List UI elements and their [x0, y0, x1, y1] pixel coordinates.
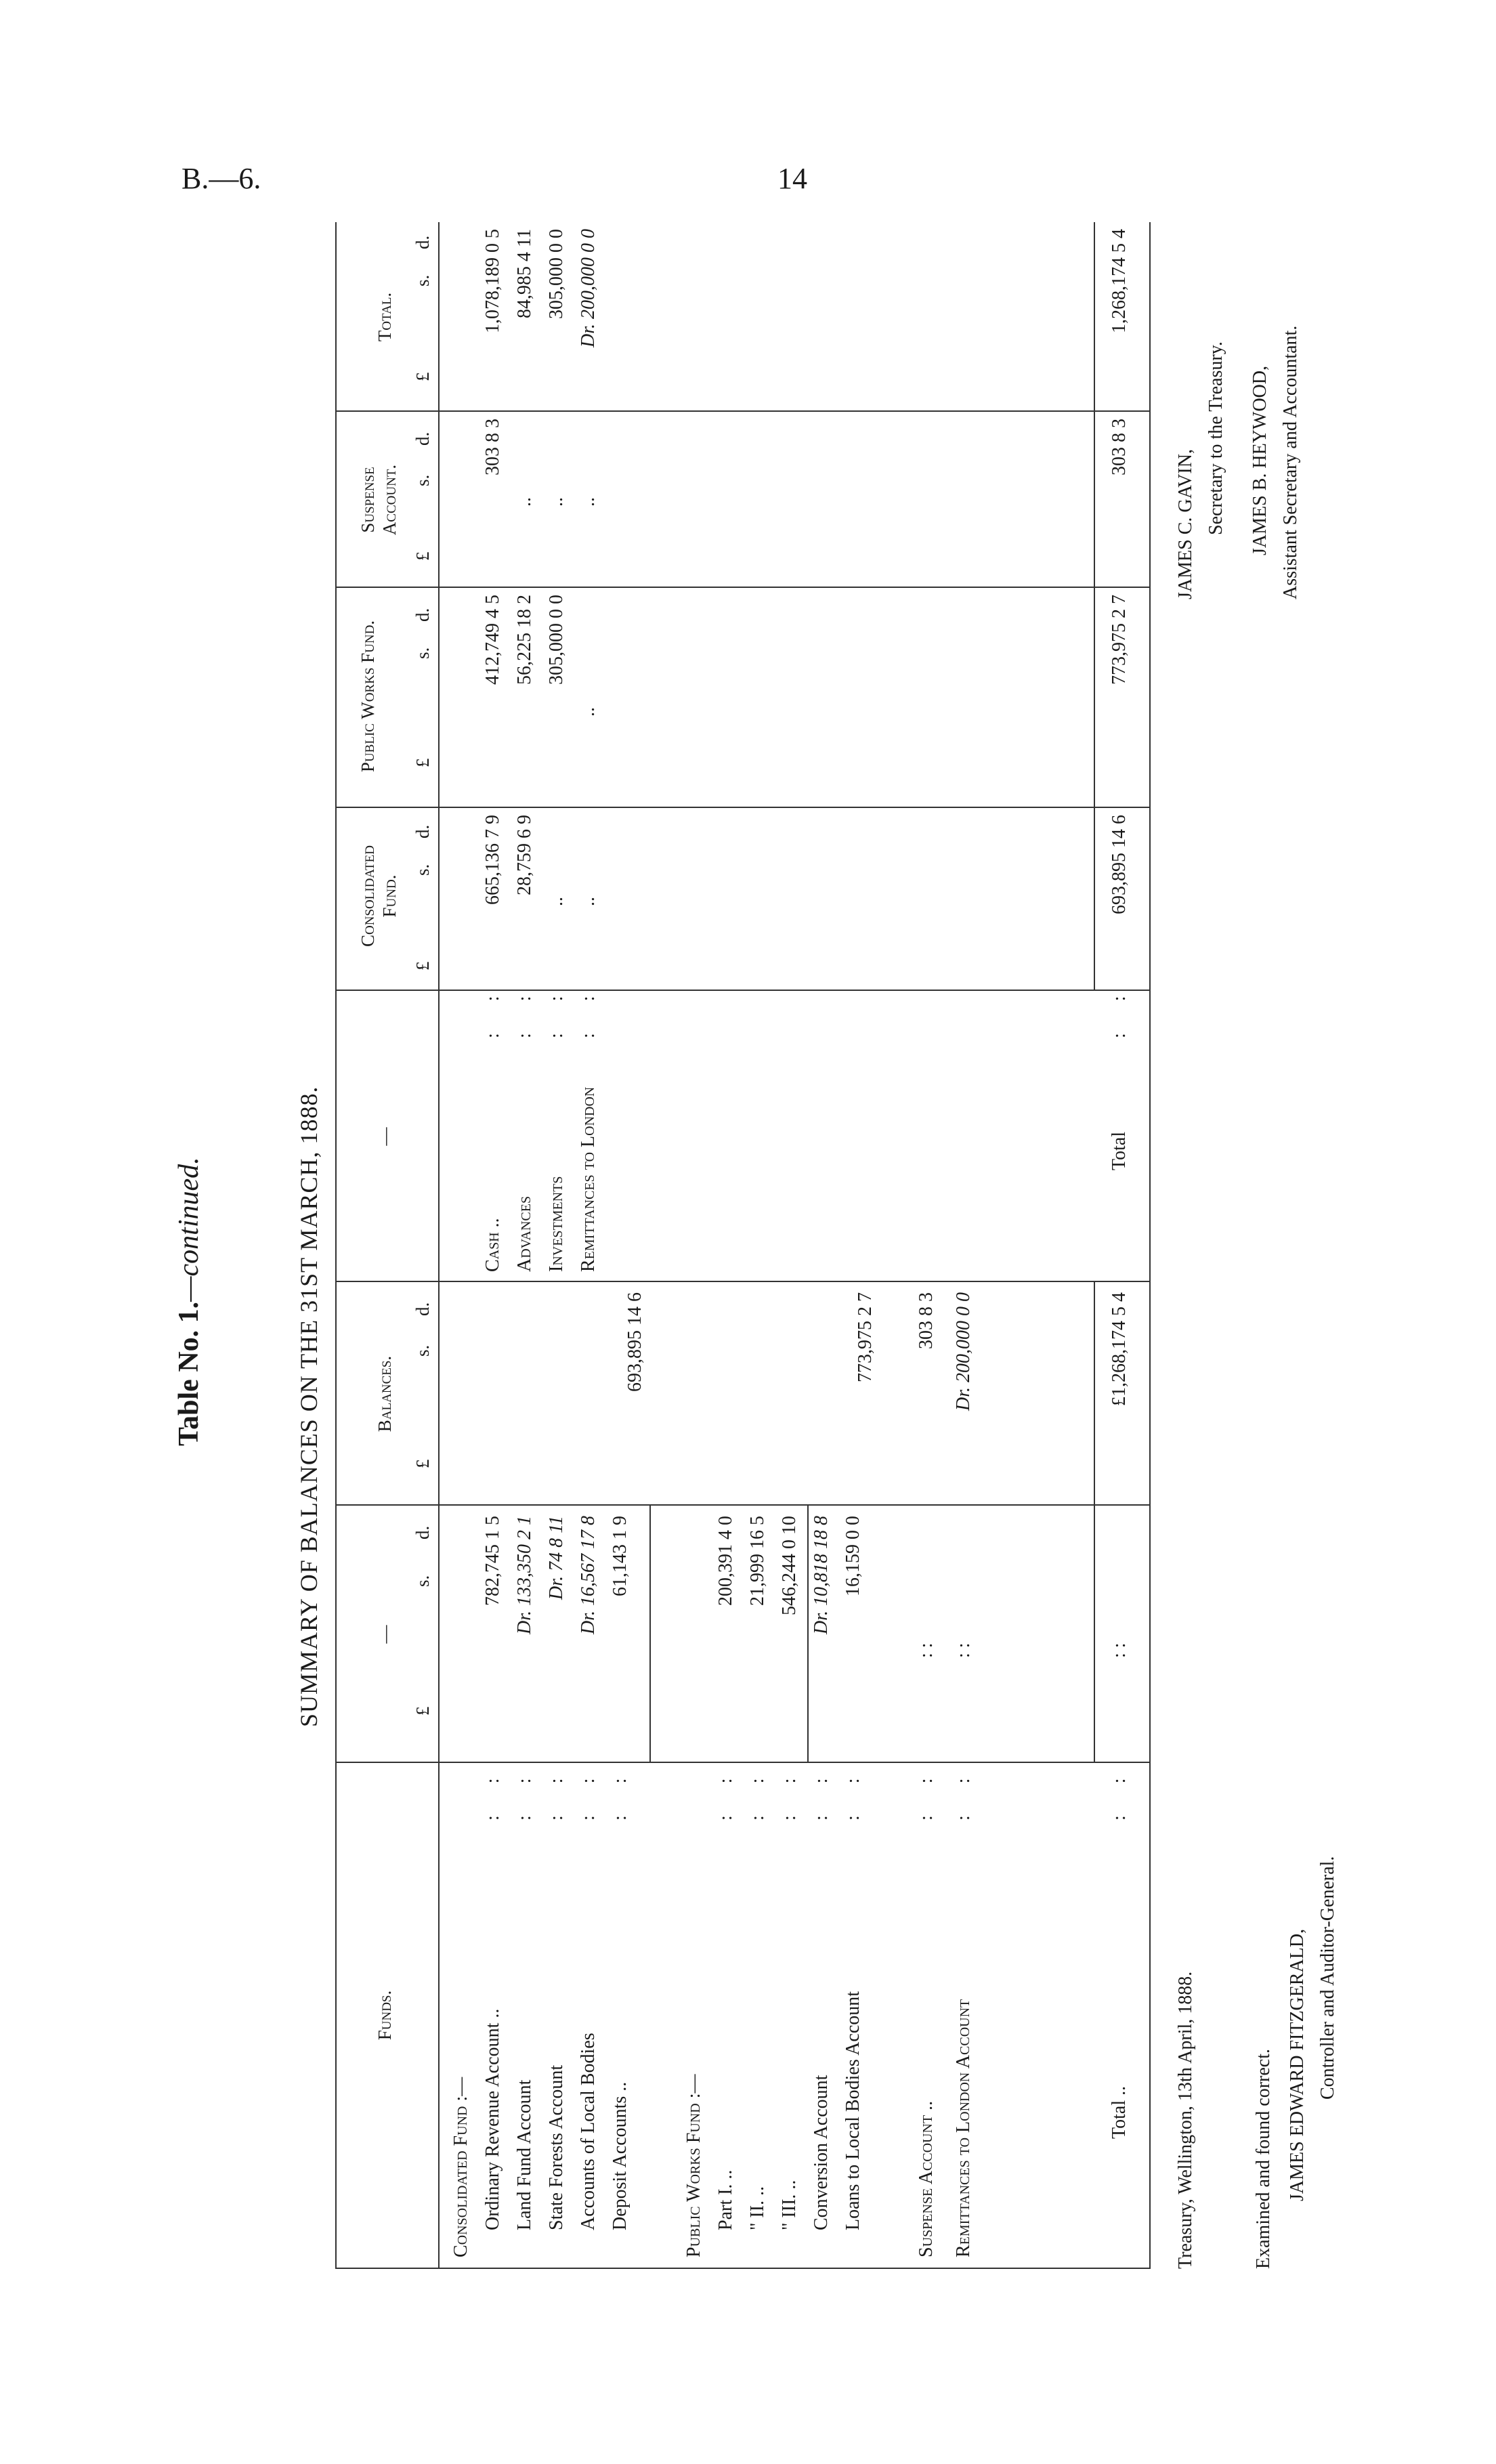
dot-leader: : :	[1109, 982, 1130, 1038]
row-label-remittances: Remittances to London Account	[953, 1999, 974, 2257]
row-label-conversion: Conversion Account	[811, 2075, 832, 2230]
dot-leader: : :	[514, 1764, 535, 1821]
row-label-investments: Investments	[546, 1176, 567, 1272]
subtotal-rule	[1094, 1506, 1095, 1763]
amount-local-bodies: Dr. 16,567 17 8	[578, 1516, 599, 1635]
dot-leader: : :	[715, 1764, 736, 1821]
signatory-heywood: JAMES B. HEYWOOD,	[1249, 366, 1270, 555]
table-title-continued: —continued.	[173, 1157, 205, 1302]
table-subtitle: SUMMARY OF BALANCES ON THE 31ST MARCH, 1888.	[295, 1086, 322, 1727]
lsd-s: s.	[412, 274, 433, 286]
balance-remittances: Dr. 200,000 0 0	[953, 1292, 974, 1411]
amount-conversion: Dr. 10,818 18 8	[811, 1516, 832, 1635]
table-title	[173, 1157, 205, 1446]
dot-leader: : :	[916, 1642, 937, 1658]
lsd-s: s.	[412, 474, 433, 486]
lsd-d: d.	[412, 235, 433, 249]
cash-suspense: 303 8 3	[482, 419, 503, 475]
investments-suspense: ..	[546, 497, 567, 507]
total-public-works: 773,975 2 7	[1109, 595, 1130, 685]
lsd-pound: £	[412, 372, 433, 381]
lsd-pound: £	[412, 1459, 433, 1468]
row-label-land-fund: Land Fund Account	[514, 2079, 535, 2230]
rotated-table-sheet	[166, 129, 1453, 2296]
col-head-balances: Balances.	[375, 1355, 395, 1432]
investments-total: 305,000 0 0	[546, 229, 567, 319]
amount-part2: 21,999 16 5	[747, 1516, 768, 1606]
remittances-suspense: ..	[578, 497, 599, 507]
document-reference: B.—6.	[181, 162, 261, 195]
amount-loans-local: 16,159 0 0	[842, 1516, 863, 1596]
row-label-part3: " III. ..	[779, 2180, 800, 2230]
dot-leader: : :	[779, 1764, 800, 1821]
lsd-s: s.	[412, 864, 433, 876]
col-head-total: Total.	[375, 292, 395, 342]
cash-consolidated: 665,136 7 9	[482, 815, 503, 905]
dot-leader: : :	[482, 982, 503, 1038]
balance-consolidated: 693,895 14 6	[624, 1292, 645, 1392]
investments-consolidated: ..	[546, 897, 567, 906]
col-rule	[337, 1281, 1149, 1282]
dot-leader: : :	[747, 1764, 768, 1821]
lsd-s: s.	[412, 647, 433, 659]
lsd-d: d.	[412, 608, 433, 622]
investments-public-works: 305,000 0 0	[546, 595, 567, 685]
dot-leader: : :	[610, 1764, 631, 1821]
group-public-works-fund: Public Works Fund :—	[683, 2074, 704, 2257]
col-head-funds: Funds.	[375, 1990, 395, 2041]
row-label-part1: Part I. ..	[715, 2169, 736, 2230]
total-consolidated: 693,895 14 6	[1109, 815, 1130, 914]
examined-note: Examined and found correct.	[1253, 2049, 1274, 2269]
balance-suspense: 303 8 3	[916, 1292, 937, 1349]
dot-leader: : :	[546, 982, 567, 1038]
col-head-consolidated: Consolidated Fund.	[358, 845, 400, 947]
amount-part1: 200,391 4 0	[715, 1516, 736, 1606]
page-number: 14	[777, 162, 807, 195]
row-label-advances: Advances	[514, 1195, 535, 1272]
row-label-right-total: Total	[1109, 1131, 1130, 1170]
advances-public-works: 56,225 18 2	[514, 595, 535, 685]
col-rule	[337, 1762, 1149, 1763]
cash-public-works: 412,749 4 5	[482, 595, 503, 685]
col-head-public-works: Public Works Fund.	[358, 620, 378, 773]
group-consolidated-fund: Consolidated Fund :—	[450, 2077, 471, 2257]
row-label-ordinary-revenue: Ordinary Revenue Account ..	[482, 2008, 503, 2230]
amount-part3: 546,244 0 10	[779, 1516, 800, 1615]
dot-leader: : :	[578, 982, 599, 1038]
col-head-dash: —	[375, 1625, 395, 1644]
dot-leader: : :	[578, 1764, 599, 1821]
col-rule	[337, 587, 1149, 588]
col-rule	[337, 1504, 1149, 1506]
lsd-d: d.	[412, 1302, 433, 1316]
balance-public-works: 773,975 2 7	[855, 1292, 876, 1382]
lsd-pound: £	[412, 551, 433, 561]
amount-land-fund: Dr. 133,350 2 1	[514, 1516, 535, 1635]
advances-consolidated: 28,759 6 9	[514, 815, 535, 895]
lsd-pound: £	[412, 1706, 433, 1716]
lsd-s: s.	[412, 1575, 433, 1587]
row-label-local-bodies: Accounts of Local Bodies	[578, 2033, 599, 2230]
subtotal-rule	[1094, 222, 1095, 991]
signatory-gavin: JAMES C. GAVIN,	[1175, 449, 1196, 599]
row-label-state-forests: State Forests Account	[546, 2064, 567, 2230]
lsd-d: d.	[412, 824, 433, 838]
amount-state-forests: Dr. 74 8 11	[546, 1516, 567, 1600]
lsd-d: d.	[412, 431, 433, 446]
lsd-d: d.	[412, 1525, 433, 1539]
dot-leader: : :	[953, 1764, 974, 1821]
balance-total: £1,268,174 5 4	[1109, 1292, 1130, 1406]
lsd-pound: £	[412, 758, 433, 767]
col-rule	[337, 990, 1149, 991]
signatory-gavin-title: Secretary to the Treasury.	[1205, 341, 1226, 535]
heading-rule	[438, 222, 440, 2268]
row-label-loans-local: Loans to Local Bodies Account	[842, 1991, 863, 2230]
table-title-main: Table No. 1.	[173, 1301, 205, 1446]
signatory-fitzgerald-title: Controller and Auditor-General.	[1317, 1856, 1338, 2100]
total-suspense: 303 8 3	[1109, 419, 1130, 475]
col-rule	[337, 410, 1149, 412]
col-head-suspense: Suspense Account.	[358, 464, 400, 536]
dot-leader: : :	[953, 1642, 974, 1658]
dot-leader: : :	[1109, 1642, 1130, 1658]
signatory-fitzgerald: JAMES EDWARD FITZGERALD,	[1287, 1928, 1308, 2201]
dot-leader: : :	[811, 1764, 832, 1821]
dot-leader: : :	[482, 1764, 503, 1821]
dot-leader: : :	[546, 1764, 567, 1821]
advances-total: 84,985 4 11	[514, 229, 535, 318]
lsd-pound: £	[412, 961, 433, 971]
amount-ordinary-revenue: 782,745 1 5	[482, 1516, 503, 1606]
summary-table	[335, 222, 1151, 2269]
remittances-consolidated: ..	[578, 897, 599, 906]
advances-suspense: ..	[514, 497, 535, 507]
amount-deposit: 61,143 1 9	[610, 1516, 631, 1596]
dot-leader: : :	[514, 982, 535, 1038]
lsd-s: s.	[412, 1344, 433, 1357]
dot-leader: : :	[916, 1764, 937, 1821]
row-label-cash: Cash ..	[482, 1218, 503, 1272]
col-rule	[337, 807, 1149, 808]
dot-leader: : :	[842, 1764, 863, 1821]
subtotal-rule	[1094, 1282, 1095, 1506]
row-label-remittances-london: Remittances to London	[578, 1086, 599, 1272]
remittances-public-works: ..	[578, 707, 599, 717]
remittances-total: Dr. 200,000 0 0	[578, 229, 599, 348]
col-head-dash: —	[375, 1127, 395, 1146]
treasury-date: Treasury, Wellington, 13th April, 1888.	[1175, 1971, 1196, 2269]
dot-leader: : :	[1109, 1764, 1130, 1821]
row-label-total: Total ..	[1109, 2085, 1130, 2139]
row-label-suspense: Suspense Account ..	[916, 2100, 937, 2257]
total-grand: 1,268,174 5 4	[1109, 229, 1130, 333]
row-label-deposit: Deposit Accounts ..	[610, 2081, 631, 2230]
subtotal-rule	[807, 1506, 809, 1763]
cash-total: 1,078,189 0 5	[482, 229, 503, 333]
row-label-part2: " II. ..	[747, 2186, 768, 2230]
signatory-heywood-title: Assistant Secretary and Accountant.	[1280, 325, 1301, 599]
subtotal-rule	[649, 1506, 651, 1763]
